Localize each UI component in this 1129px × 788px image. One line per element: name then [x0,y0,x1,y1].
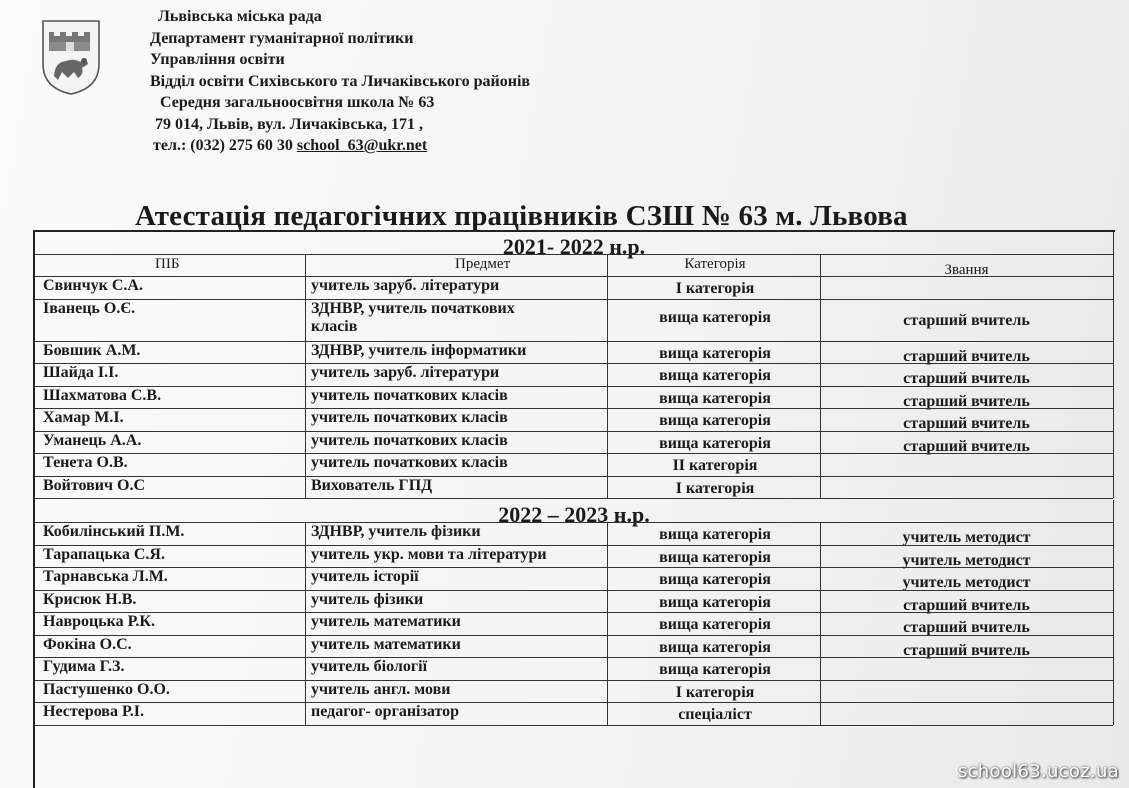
cell-subject: учитель математики [311,635,461,653]
header-line-school: Середня загальноосвітня школа № 63 [160,94,435,111]
header-line-city-council: Львівська міська рада [158,8,322,25]
row-divider [35,498,1113,499]
cell-category: вища категорія [659,389,771,407]
cell-category: ІІ категорія [672,457,758,474]
cell-name: Навроцька Р.К. [43,613,156,630]
cell-rank: старший вчитель [903,311,1030,329]
column-divider [607,522,608,725]
cell-name: Шайда І.І. [43,364,119,381]
cell-rank: старший вчитель [903,370,1030,387]
cell-name: Уманець А.А. [43,431,142,449]
cell-category: вища категорія [659,661,771,678]
cell-subject: учитель укр. мови та літератури [311,545,547,563]
cell-subject: ЗДНВР, учитель початкових [311,299,515,317]
header-email-link[interactable]: school_63@ukr.net [296,137,428,154]
header-phone: тел.: (032) 275 60 30 [153,137,293,154]
header-line-district-office: Відділ освіти Сихівського та Личаківського районів [150,72,531,90]
cell-rank: старший вчитель [903,347,1030,365]
row-divider [35,386,1113,387]
watermark: school63.ucoz.ua [957,761,1119,782]
row-divider [35,254,1113,255]
cell-name: Нестерова Р.І. [43,703,144,720]
row-divider [35,276,1113,277]
row-divider [35,567,1113,568]
cell-name: Хамар М.І. [43,409,124,426]
cell-subject: ЗДНВР, учитель інформатики [311,341,527,359]
cell-name: Тарнавська Л.М. [43,568,168,585]
cell-name: Войтович О.С [43,476,146,494]
cell-subject: ЗДНВР, учитель фізики [311,523,481,540]
cell-subject: учитель англ. мови [311,680,451,698]
row-divider [35,522,1113,523]
cell-name: Свинчук С.А. [43,277,143,294]
cell-subject: Вихователь ГПД [311,476,433,494]
cell-rank: старший вчитель [903,641,1030,659]
row-divider [35,341,1113,342]
header-line-address: 79 014, Львів, вул. Личаківська, 171 , [155,115,423,133]
row-divider [35,299,1113,300]
row-divider [35,590,1113,591]
cell-name: Пастушенко О.О. [43,680,170,698]
cell-name: Іванець О.Є. [43,299,136,317]
row-divider [35,408,1113,409]
cell-subject: педагог- організатор [311,703,460,720]
cell-name: Фокіна О.С. [43,635,132,653]
column-header-name: ПІБ [155,256,180,272]
row-divider [35,635,1113,636]
cell-subject: учитель початкових класів [311,409,508,426]
cell-category: вища категорія [659,344,771,362]
cell-category: спеціаліст [678,706,752,723]
cell-category: вища категорія [659,593,771,611]
row-divider [35,725,1113,726]
row-divider [35,545,1113,546]
cell-category: вища категорія [659,367,771,384]
cell-category: І категорія [675,280,755,297]
cell-name: Бовшик А.М. [43,341,141,359]
cell-subject: учитель фізики [311,590,424,608]
cell-subject: учитель математики [311,613,461,630]
cell-name: Крисюк Н.В. [43,590,137,608]
row-divider [35,363,1113,364]
letterhead [150,6,710,157]
lion-crest-icon [40,18,102,96]
row-divider [35,612,1113,613]
cell-rank: старший вчитель [903,619,1030,636]
cell-subject: учитель біології [311,658,428,675]
cell-category: вища категорія [659,526,771,543]
column-divider [305,276,306,498]
column-header-rank: Звання [944,262,989,278]
cell-category: вища категорія [659,638,771,656]
cell-category: вища категорія [659,571,771,588]
cell-name: Шахматова С.В. [43,386,162,404]
header-line-education-office: Управління освіти [150,51,285,68]
row-divider [35,431,1113,432]
header-line-contacts [150,135,710,157]
cell-category: І категорія [675,479,755,497]
attestation-table [33,230,1115,788]
cell-name: Тарапацька С.Я. [43,545,165,563]
cell-category: вища категорія [659,412,771,429]
section-year-heading: 2022 – 2023 н.р. [498,502,650,527]
cell-name: Гудима Г.З. [43,658,125,675]
row-divider [35,453,1113,454]
cell-subject: учитель початкових класів [311,454,508,471]
cell-category: вища категорія [659,308,771,326]
row-divider [35,657,1113,658]
column-divider [607,276,608,498]
column-header-subject: Предмет [455,256,511,272]
column-divider [1113,500,1114,725]
cell-name: Кобилінський П.М. [43,523,185,540]
column-divider [305,522,306,725]
column-divider [820,522,821,725]
cell-rank: старший вчитель [903,415,1030,432]
cell-subject: учитель заруб. літератури [311,364,500,381]
cell-subject: учитель початкових класів [311,431,508,449]
cell-subject-continued: класів [311,317,358,335]
cell-name: Тенета О.В. [43,454,128,471]
column-divider [1113,254,1114,498]
row-divider [35,476,1113,477]
column-header-category: Категорія [684,256,746,272]
cell-category: вища категорія [659,548,771,566]
cell-rank: учитель методист [902,574,1031,591]
cell-subject: учитель заруб. літератури [311,277,500,294]
cell-subject: учитель початкових класів [311,386,508,404]
document-title: Атестація педагогічних працівників СЗШ № 63 м. Львова [135,200,908,232]
header-line-department: Департамент гуманітарної політики [150,29,414,47]
row-divider [35,680,1113,681]
section-year-heading: 2021- 2022 н.р. [502,234,646,259]
cell-subject: учитель історії [311,568,419,585]
cell-rank: старший вчитель [903,392,1030,410]
cell-rank: учитель методист [902,529,1031,546]
column-divider [820,276,821,498]
cell-category: вища категорія [659,434,771,452]
column-divider [607,254,608,276]
row-divider [35,702,1113,703]
column-divider [305,254,306,276]
cell-rank: учитель методист [902,551,1031,569]
cell-category: І категорія [675,683,755,701]
cell-rank: старший вчитель [903,437,1030,455]
cell-category: вища категорія [659,616,771,633]
cell-rank: старший вчитель [903,596,1030,614]
